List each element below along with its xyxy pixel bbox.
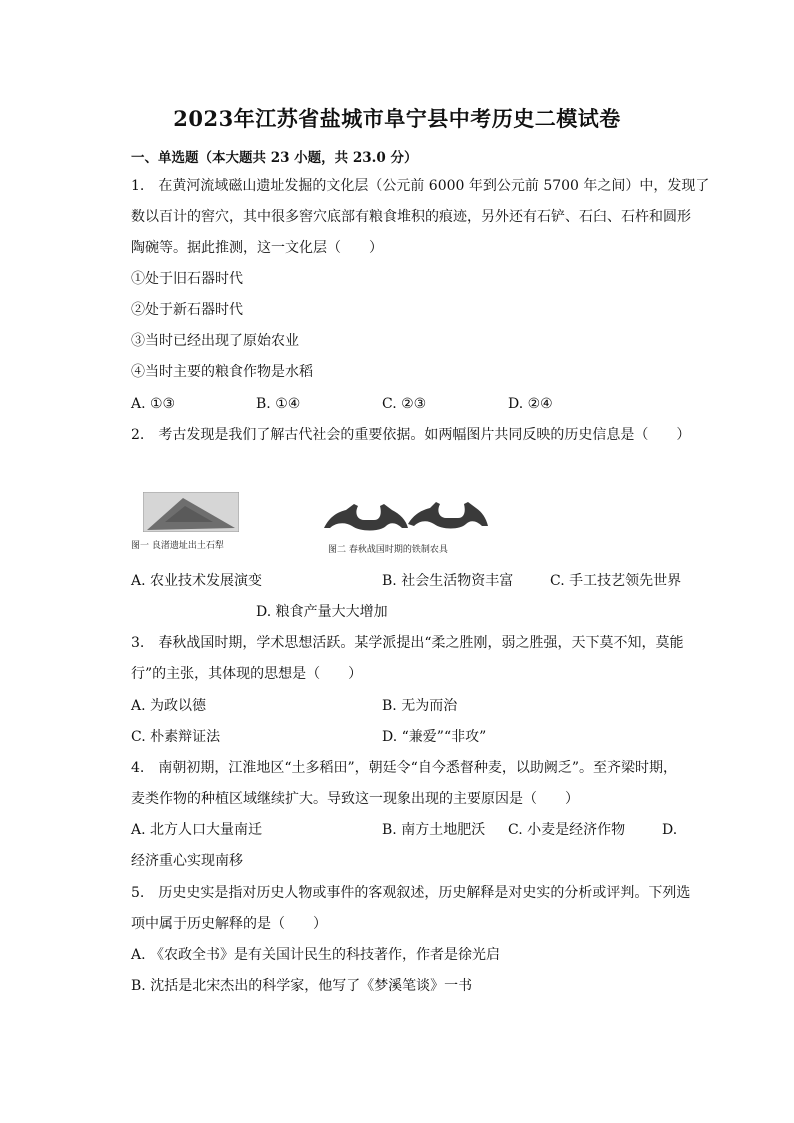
q3-option-c[interactable]: C. 朴素辩证法 bbox=[131, 729, 221, 745]
q4-option-d-text[interactable]: 经济重心实现南移 bbox=[131, 853, 243, 869]
page-title: 2023年江苏省盐城市阜宁县中考历史二模试卷 bbox=[173, 106, 621, 131]
q2-option-d[interactable]: D. 粮食产量大大增加 bbox=[256, 604, 388, 620]
q1-option-b[interactable]: B. ①④ bbox=[256, 396, 301, 412]
q1-item-1: ①处于旧石器时代 bbox=[131, 271, 243, 287]
q4-option-d[interactable]: D. bbox=[662, 822, 678, 838]
q5-stem-line-1: 5. 历史史实是指对历史人物或事件的客观叙述，历史解释是对史实的分析或评判。下列选 bbox=[131, 885, 691, 901]
q4-stem-line-2: 麦类作物的种植区域继续扩大。导致这一现象出现的主要原因是（ ） bbox=[131, 791, 579, 807]
q4-option-a[interactable]: A. 北方人口大量南迁 bbox=[131, 822, 263, 838]
q1-stem-line-3: 陶碗等。据此推测，这一文化层（ ） bbox=[131, 240, 383, 256]
q3-option-b[interactable]: B. 无为而治 bbox=[382, 698, 458, 714]
q1-item-3: ③当时已经出现了原始农业 bbox=[131, 333, 299, 349]
q4-option-c[interactable]: C. 小麦是经济作物 bbox=[508, 822, 626, 838]
q1-stem-line-2: 数以百计的窖穴，其中很多窖穴底部有粮食堆积的痕迹，另外还有石铲、石臼、石杵和圆形 bbox=[131, 209, 691, 225]
q2-option-b[interactable]: B. 社会生活物资丰富 bbox=[382, 573, 514, 589]
figure2-caption: 图二 春秋战国时期的铁制农具 bbox=[328, 545, 448, 555]
q4-stem-line-1: 4. 南朝初期，江淮地区“土多稻田”，朝廷令“自今悉督种麦，以助阙乏”。至齐梁时期， bbox=[131, 760, 677, 776]
section-heading: 一、单选题（本大题共 23 小题，共 23.0 分） bbox=[131, 150, 418, 166]
q1-stem-line-1: 1. 在黄河流域磁山遗址发掘的文化层（公元前 6000 年到公元前 5700 年之间）中，发现了 bbox=[131, 178, 710, 194]
q5-option-b[interactable]: B. 沈括是北宋杰出的科学家，他写了《梦溪笔谈》一书 bbox=[131, 978, 473, 994]
q3-option-d[interactable]: D. “兼爱”“非攻” bbox=[382, 729, 487, 745]
q2-option-a[interactable]: A. 农业技术发展演变 bbox=[131, 573, 263, 589]
q1-option-a[interactable]: A. ①③ bbox=[131, 396, 176, 412]
q3-option-a[interactable]: A. 为政以德 bbox=[131, 698, 207, 714]
stone-plough-image bbox=[143, 492, 239, 532]
q1-item-2: ②处于新石器时代 bbox=[131, 302, 243, 318]
q5-option-a[interactable]: A. 《农政全书》是有关国计民生的科技著作，作者是徐光启 bbox=[131, 947, 501, 963]
q2-option-c[interactable]: C. 手工技艺领先世界 bbox=[550, 573, 682, 589]
q4-option-b[interactable]: B. 南方土地肥沃 bbox=[382, 822, 486, 838]
figure1-caption: 图一 良渚遗址出土石犁 bbox=[131, 541, 224, 551]
iron-tools-image bbox=[320, 498, 492, 536]
q1-option-c[interactable]: C. ②③ bbox=[382, 396, 427, 412]
q3-stem-line-1: 3. 春秋战国时期，学术思想活跃。某学派提出“柔之胜刚，弱之胜强，天下莫不知，莫能 bbox=[131, 635, 684, 651]
q5-stem-line-2: 项中属于历史解释的是（ ） bbox=[131, 916, 327, 932]
q3-stem-line-2: 行”的主张，其体现的思想是（ ） bbox=[131, 666, 363, 682]
q1-item-4: ④当时主要的粮食作物是水稻 bbox=[131, 364, 313, 380]
q2-stem: 2. 考古发现是我们了解古代社会的重要依据。如两幅图片共同反映的历史信息是（ ） bbox=[131, 427, 691, 443]
q1-option-d[interactable]: D. ②④ bbox=[508, 396, 553, 412]
